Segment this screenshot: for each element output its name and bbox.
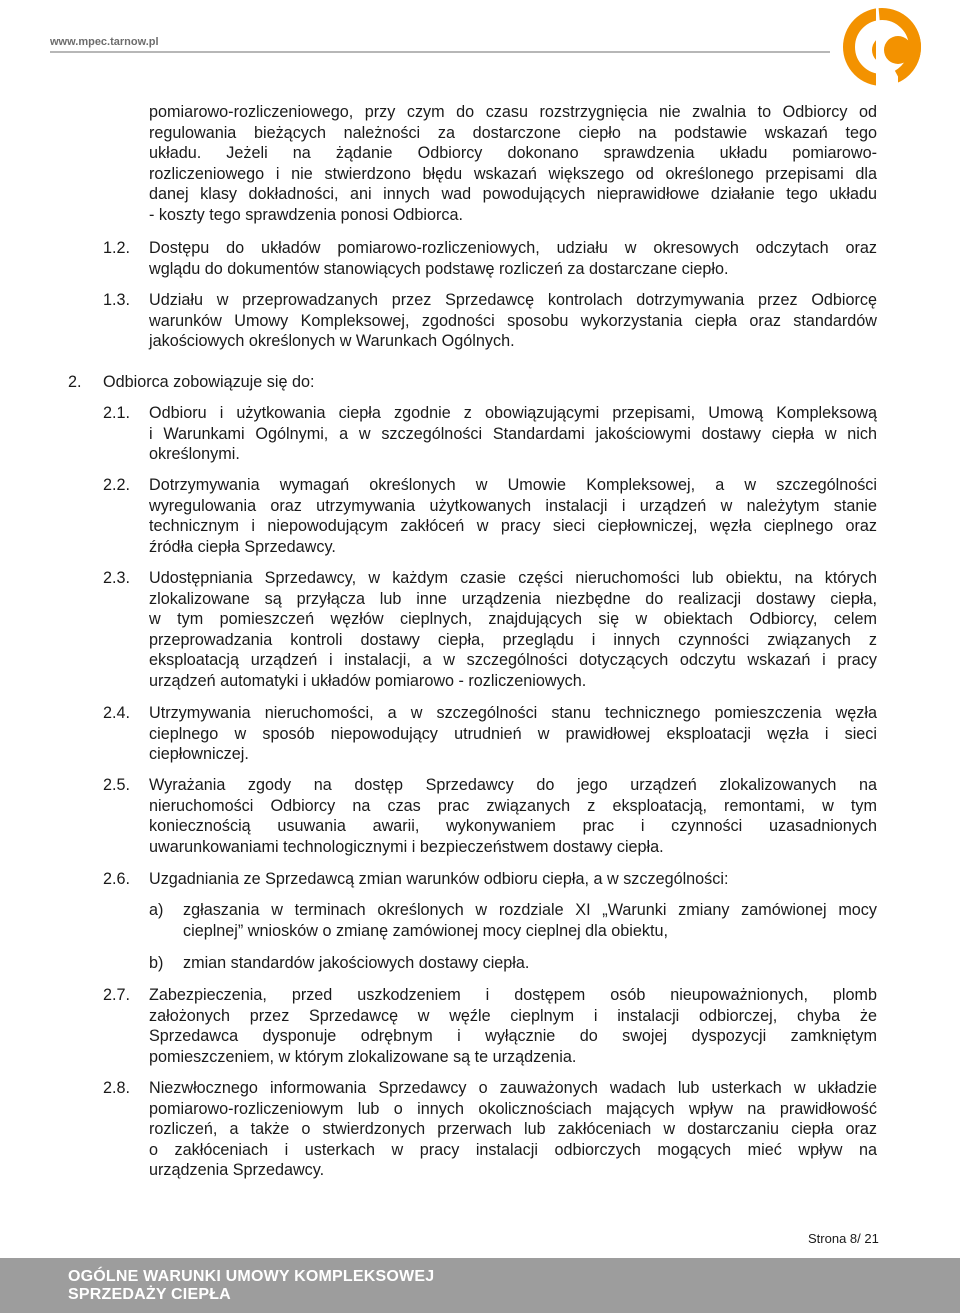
page-number: Strona 8/ 21 (808, 1231, 879, 1246)
section-title: Odbiorca zobowiązuje się do: (103, 373, 315, 391)
text-line: nieruchomości Odbiorcy na czas prac związanych z eksploatacją, remontami, w tym (149, 796, 877, 815)
text-line: danej klasy dokładności, ani innych wad powodujących nieprawidłowe działanie tego układu (149, 185, 877, 203)
text-line: zgłaszania w terminach określonych w rozdziale XI „Warunki zmiany zamówionej mocy (183, 901, 877, 919)
paragraph-text (149, 238, 877, 279)
text-line: Udziału w przeprowadzanych przez Sprzedawcę kontrolach dotrzymywania przez Odbiorcę (149, 291, 877, 309)
text-line: zlokalizowane są przyłącza lub inne urządzenia niezbędne do realizacji dostawy ciepła, (149, 589, 877, 608)
paragraph-text (183, 953, 877, 974)
text-line: Dotrzymywania wymagań określonych w Umowie Kompleksowej, a w szczególności (149, 476, 877, 494)
section-number: 1.2. (103, 239, 131, 257)
text-line: regulowania bieżących należności za dostarczone ciepło na podstawie wskazań tego (149, 123, 877, 142)
text-line: wglądu do dokumentów stanowiących podstawę rozliczeń za dostarczane ciepło. (149, 259, 729, 278)
footer-title-line2: SPRZEDAŻY CIEPŁA (68, 1286, 231, 1303)
text-line: pomiarowo-rozliczeniowym lub o innych okolicznościach mających wpływ na prawidłowość (149, 1099, 877, 1118)
section-number: 2.4. (103, 704, 131, 722)
paragraph-text (149, 1078, 877, 1181)
text-line: w tym pomieszczeń węzłów cieplnych, znajdujących się w obiektach Odbiorcy, celem (149, 610, 877, 628)
section-number: b) (149, 954, 164, 972)
paragraph-text (183, 900, 877, 941)
paragraph-text (149, 568, 877, 691)
paragraph-text (149, 290, 877, 352)
text-line: Udostępniania Sprzedawcy, w każdym czasie części nieruchomości lub obiektu, na których (149, 569, 877, 587)
mpec-logo-icon (836, 6, 932, 88)
section-number: 2.5. (103, 776, 131, 794)
paragraph-text (149, 985, 877, 1067)
text-line: jakościowych określonych w Warunkach Ogólnych. (149, 332, 515, 350)
paragraph-text (149, 869, 877, 890)
header-rule (50, 51, 830, 53)
footer-title-line1: OGÓLNE WARUNKI UMOWY KOMPLEKSOWEJ (68, 1268, 435, 1285)
text-line: wyregulowania oraz utrzymywania użytkowanych instalacji i urządzeń w należytym stanie (149, 496, 877, 515)
text-line: określonymi. (149, 445, 240, 463)
section-number: 2.2. (103, 476, 131, 494)
section-number: 2.7. (103, 986, 131, 1004)
text-line: Wyrażania zgody na dostęp Sprzedawcy do jego urządzeń zlokalizowanych na (149, 776, 877, 794)
text-line: Utrzymywania nieruchomości, a w szczególności stanu technicznego pomieszczenia węzła (149, 704, 877, 722)
text-line: Niezwłocznego informowania Sprzedawcy o zauważonych wadach lub usterkach w układzie (149, 1079, 877, 1097)
text-line: układu. Jeżeli na żądanie Odbiorcy dokonano sprawdzenia układu pomiarowo- (149, 144, 877, 162)
text-line: przeprowadzania kontroli dostawy ciepła, przeglądu i innych czynności związanych z (149, 630, 877, 649)
text-line: urządzenia Sprzedawcy. (149, 1161, 325, 1179)
text-line: - koszty tego sprawdzenia ponosi Odbiorca. (149, 205, 464, 224)
text-line: warunków Umowy Kompleksowej, zgodności sposobu wykorzystania ciepła oraz standardów (149, 311, 877, 330)
text-line: Zabezpieczenia, przed uszkodzeniem i dostępem osób nieupoważnionych, plomb (149, 986, 877, 1004)
text-line: Odbioru i użytkowania ciepła zgodnie z obowiązującymi przepisami, Umową Kompleksową (149, 404, 877, 422)
text-line: eksploatacją urządzeń i instalacji, a w szczególności dotyczących odczytu wskazań i pracy (149, 651, 877, 669)
section-number: 1.3. (103, 291, 131, 309)
section-number: 2. (68, 373, 82, 391)
paragraph-text (149, 775, 877, 857)
text-line: pomiarowo-rozliczeniowego, przy czym do czasu rozstrzygnięcia nie zwalnia to Odbiorcy od (149, 103, 877, 121)
text-line: rozliczeniowego i nie stwierdzono błędu wskazań większego od określonego przepisami dla (149, 164, 877, 183)
text-line: o zakłóceniach i usterkach w pracy instalacji odbiorczych mogących mieć wpływ na (149, 1140, 877, 1159)
text-line: cieplnego w sposób niepowodujący utrudnień w prawidłowej eksploatacji węzła i sieci (149, 724, 877, 743)
text-line: zmian standardów jakościowych dostawy ciepła. (183, 954, 530, 972)
section-number: 2.1. (103, 404, 131, 422)
text-line: cieplnej” wniosków o zmianę zamówionej mocy cieplnej dla obiektu, (183, 921, 668, 940)
text-line: rozliczeń, a także o stwierdzonych przerwach lub zakłóceniach w dostarczaniu ciepła oraz (149, 1120, 877, 1138)
text-line: urządzeń automatyki i układów pomiarowo - rozliczeniowych. (149, 671, 587, 690)
footer-title (68, 1268, 434, 1304)
text-line: założonych przez Sprzedawcę w węźle cieplnym i instalacji odbiorczej, chyba że (149, 1006, 877, 1025)
text-line: Dostępu do układów pomiarowo-rozliczeniowych, udziału w okresowych odczytach oraz (149, 239, 877, 257)
paragraph-text (149, 102, 877, 225)
text-line: koniecznością usuwania awarii, wykonywaniem prac i czynności uzasadnionych (149, 817, 877, 835)
section-number: 2.3. (103, 569, 131, 587)
paragraph-text (149, 703, 877, 765)
section-number: 2.8. (103, 1079, 131, 1097)
text-line: Uzgadniania ze Sprzedawcą zmian warunków odbioru ciepła, a w szczególności: (149, 870, 729, 888)
paragraph-text (149, 475, 877, 557)
text-line: pomieszczeniem, w którym zlokalizowane są te urządzenia. (149, 1047, 577, 1066)
paragraph-text (149, 403, 877, 465)
text-line: i Warunkami Ogólnymi, a w szczególności Standardami jakościowymi dostawy ciepła w nich (149, 424, 877, 443)
header-url: www.mpec.tarnow.pl (50, 36, 159, 48)
section-number: 2.6. (103, 870, 131, 888)
section-number: a) (149, 901, 164, 919)
text-line: źródła ciepła Sprzedawcy. (149, 537, 336, 556)
text-line: Sprzedawca dysponuje odrębnym i wyłącznie do swojej dyspozycji zamkniętym (149, 1027, 877, 1045)
text-line: uwarunkowaniami technologicznymi i bezpieczeństwem dostawy ciepła. (149, 837, 664, 856)
text-line: technicznym i niepowodującym zakłóceń w pracy sieci ciepłowniczej, węzła cieplnego oraz (149, 517, 877, 535)
text-line: ciepłowniczej. (149, 745, 249, 763)
